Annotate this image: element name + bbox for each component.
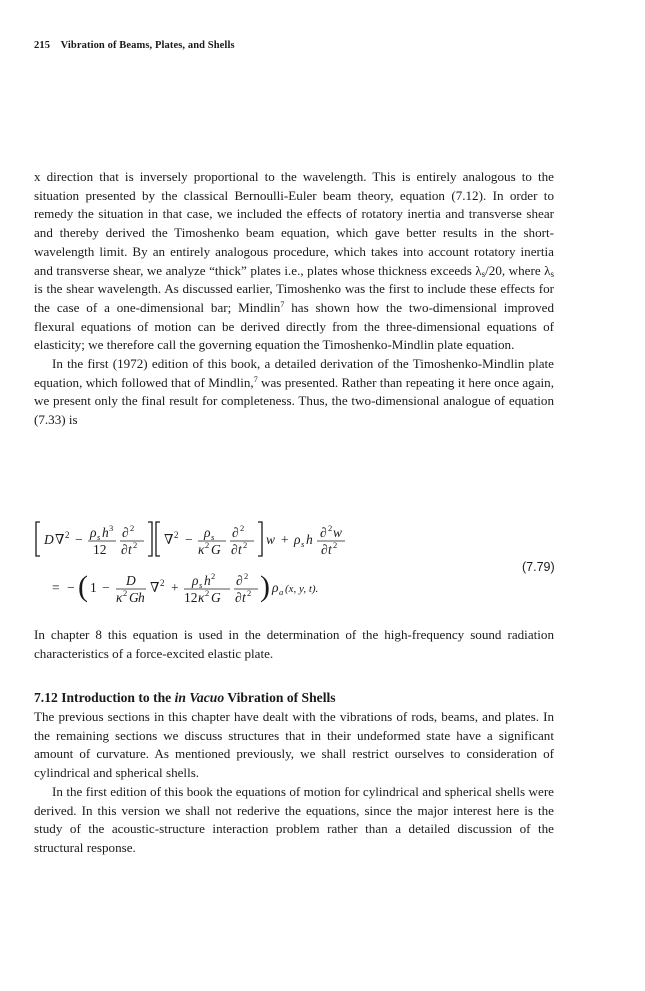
equation-number: (7.79) — [522, 560, 555, 574]
svg-text:2: 2 — [205, 588, 210, 598]
left-bracket-2 — [156, 522, 160, 556]
svg-text:∂: ∂ — [232, 525, 239, 540]
right-paren: ) — [260, 570, 270, 603]
svg-text:2: 2 — [244, 571, 249, 581]
svg-text:h: h — [102, 525, 109, 540]
svg-text:ρ: ρ — [90, 525, 97, 540]
svg-text:1: 1 — [90, 580, 97, 595]
svg-text:G: G — [129, 590, 139, 605]
svg-text:∇: ∇ — [164, 532, 174, 547]
svg-text:−: − — [67, 580, 75, 595]
svg-text:2: 2 — [133, 540, 138, 550]
svg-text:=: = — [52, 580, 60, 595]
svg-text:ρ: ρ — [294, 532, 301, 547]
svg-text:2: 2 — [247, 588, 252, 598]
svg-text:t: t — [128, 542, 132, 557]
svg-text:∇: ∇ — [55, 532, 65, 547]
svg-text:+: + — [171, 580, 179, 595]
svg-text:t: t — [238, 542, 242, 557]
svg-text:s: s — [97, 532, 101, 542]
svg-text:2: 2 — [130, 523, 135, 533]
svg-text:2: 2 — [240, 523, 245, 533]
paragraph-shells-first-edition: In the first edition of this book the equations of motion for cylindrical and spherical shells were derived. In this version we shall not rederive the equations, since the major interest here is the study of the acoustic-structure interaction problem rather than a detailed discussion of the structural response. — [34, 783, 554, 855]
page-number: 215 — [34, 40, 51, 51]
svg-text:∂: ∂ — [235, 590, 242, 605]
svg-text:2: 2 — [211, 571, 216, 581]
svg-text:ρ: ρ — [204, 525, 211, 540]
svg-text:κ: κ — [198, 542, 205, 557]
svg-text:D: D — [126, 573, 136, 588]
timoshenko-mindlin-equation — [34, 512, 594, 612]
svg-text:2: 2 — [123, 588, 128, 598]
svg-text:κ: κ — [198, 590, 205, 605]
left-paren: ( — [78, 570, 88, 603]
svg-text:h: h — [204, 573, 211, 588]
body-text-middle — [34, 626, 554, 663]
svg-text:∇: ∇ — [150, 580, 160, 595]
svg-text:∂: ∂ — [236, 573, 243, 588]
paragraph-chapter8: In chapter 8 this equation is used in the determination of the high-frequency sound radiation characteristics of a force-excited elastic plate. — [34, 627, 554, 661]
svg-text:−: − — [102, 580, 110, 595]
svg-text:−: − — [75, 532, 83, 547]
svg-text:h: h — [138, 590, 145, 605]
svg-text:h: h — [306, 532, 313, 547]
svg-text:12: 12 — [184, 590, 198, 605]
svg-text:s: s — [301, 539, 305, 549]
paragraph-first-edition: In the first (1972) edition of this book, a detailed derivation of the Timoshenko-Mindlin plate equation, which followed that of Mindlin,$^7$ was presented. Rather than repeating it here once again, we present only the final result for completeness. Thus, the two-dimensional analogue of equation (7.33) is — [34, 356, 554, 428]
running-title: Vibration of Beams, Plates, and Shells — [60, 40, 235, 51]
svg-text:t: t — [242, 590, 246, 605]
reference-mark: 7 — [253, 374, 258, 384]
svg-text:2: 2 — [160, 578, 165, 588]
svg-text:s: s — [199, 580, 203, 590]
running-header — [34, 40, 235, 51]
paragraph-shells-intro: The previous sections in this chapter have dealt with the vibrations of rods, beams, and plates. In the remaining sections we discuss structures that in their undeformed state have a significant amount of curvature. As mentioned previously, we shall restrict ourselves to consideration of cylindrical and spherical shells. — [34, 709, 554, 781]
svg-text:w: w — [266, 532, 276, 547]
svg-text:+: + — [281, 532, 289, 547]
body-text-top — [34, 168, 554, 430]
reference-mark: 7 — [280, 299, 285, 309]
svg-text:ρ: ρ — [192, 573, 199, 588]
equation-graphic — [34, 512, 594, 612]
svg-text:G: G — [211, 542, 221, 557]
svg-text:a: a — [279, 587, 284, 597]
svg-text:2: 2 — [328, 523, 333, 533]
svg-text:∂: ∂ — [121, 542, 128, 557]
svg-text:G: G — [211, 590, 221, 605]
svg-text:2: 2 — [174, 530, 179, 540]
section-title-italic: in Vacuo — [174, 690, 225, 705]
svg-text:3: 3 — [109, 523, 114, 533]
body-text-bottom — [34, 708, 554, 858]
svg-text:2: 2 — [205, 540, 210, 550]
svg-text:2: 2 — [243, 540, 248, 550]
svg-text:∂: ∂ — [321, 542, 328, 557]
right-bracket-2 — [258, 522, 262, 556]
svg-text:∂: ∂ — [122, 525, 129, 540]
svg-text:∂: ∂ — [231, 542, 238, 557]
svg-text:2: 2 — [65, 530, 70, 540]
right-bracket-1 — [148, 522, 152, 556]
svg-text:κ: κ — [116, 590, 123, 605]
paragraph-thick-plates: x direction that is inversely proportional to the wavelength. This is entirely analogous to the situation presented by the classical Bernoulli-Euler beam theory, equation (7.12). In order to remedy the situation in that case, we included the effects of rotatory inertia and transverse shear and thereby derived the Timoshenko beam equation, which gave better results in the short-wavelength limit. By an entirely analogous procedure, which takes into account rotatory inertia and transverse shear, we analyze “thick” plates i.e., plates whose thickness exceeds $\lambda_s/20$, where $\lambda_s$ is the shear wavelength. As discussed earlier, Timoshenko was the first to include these effects for the case of a one-dimensional bar; Mindlin$^7$ has shown how the two-dimensional improved flexural equations of motion can be derived directly from the three-dimensional equations of elasticity; we therefore call the governing equation the Timoshenko-Mindlin plate equation. — [34, 169, 554, 353]
svg-text:∂: ∂ — [320, 525, 327, 540]
eq-D: D — [44, 532, 54, 547]
section-heading: 7.12 Introduction to the in Vacuo Vibration of Shells — [34, 690, 336, 705]
svg-text:12: 12 — [93, 542, 107, 557]
svg-text:(x, y, t).: (x, y, t). — [285, 583, 319, 595]
svg-text:s: s — [211, 532, 215, 542]
svg-text:w: w — [333, 525, 343, 540]
svg-text:−: − — [185, 532, 193, 547]
section-number: 7.12 — [34, 690, 58, 705]
svg-text:ρ: ρ — [272, 580, 279, 595]
svg-text:t: t — [328, 542, 332, 557]
left-bracket-1 — [36, 522, 40, 556]
svg-text:2: 2 — [333, 540, 338, 550]
